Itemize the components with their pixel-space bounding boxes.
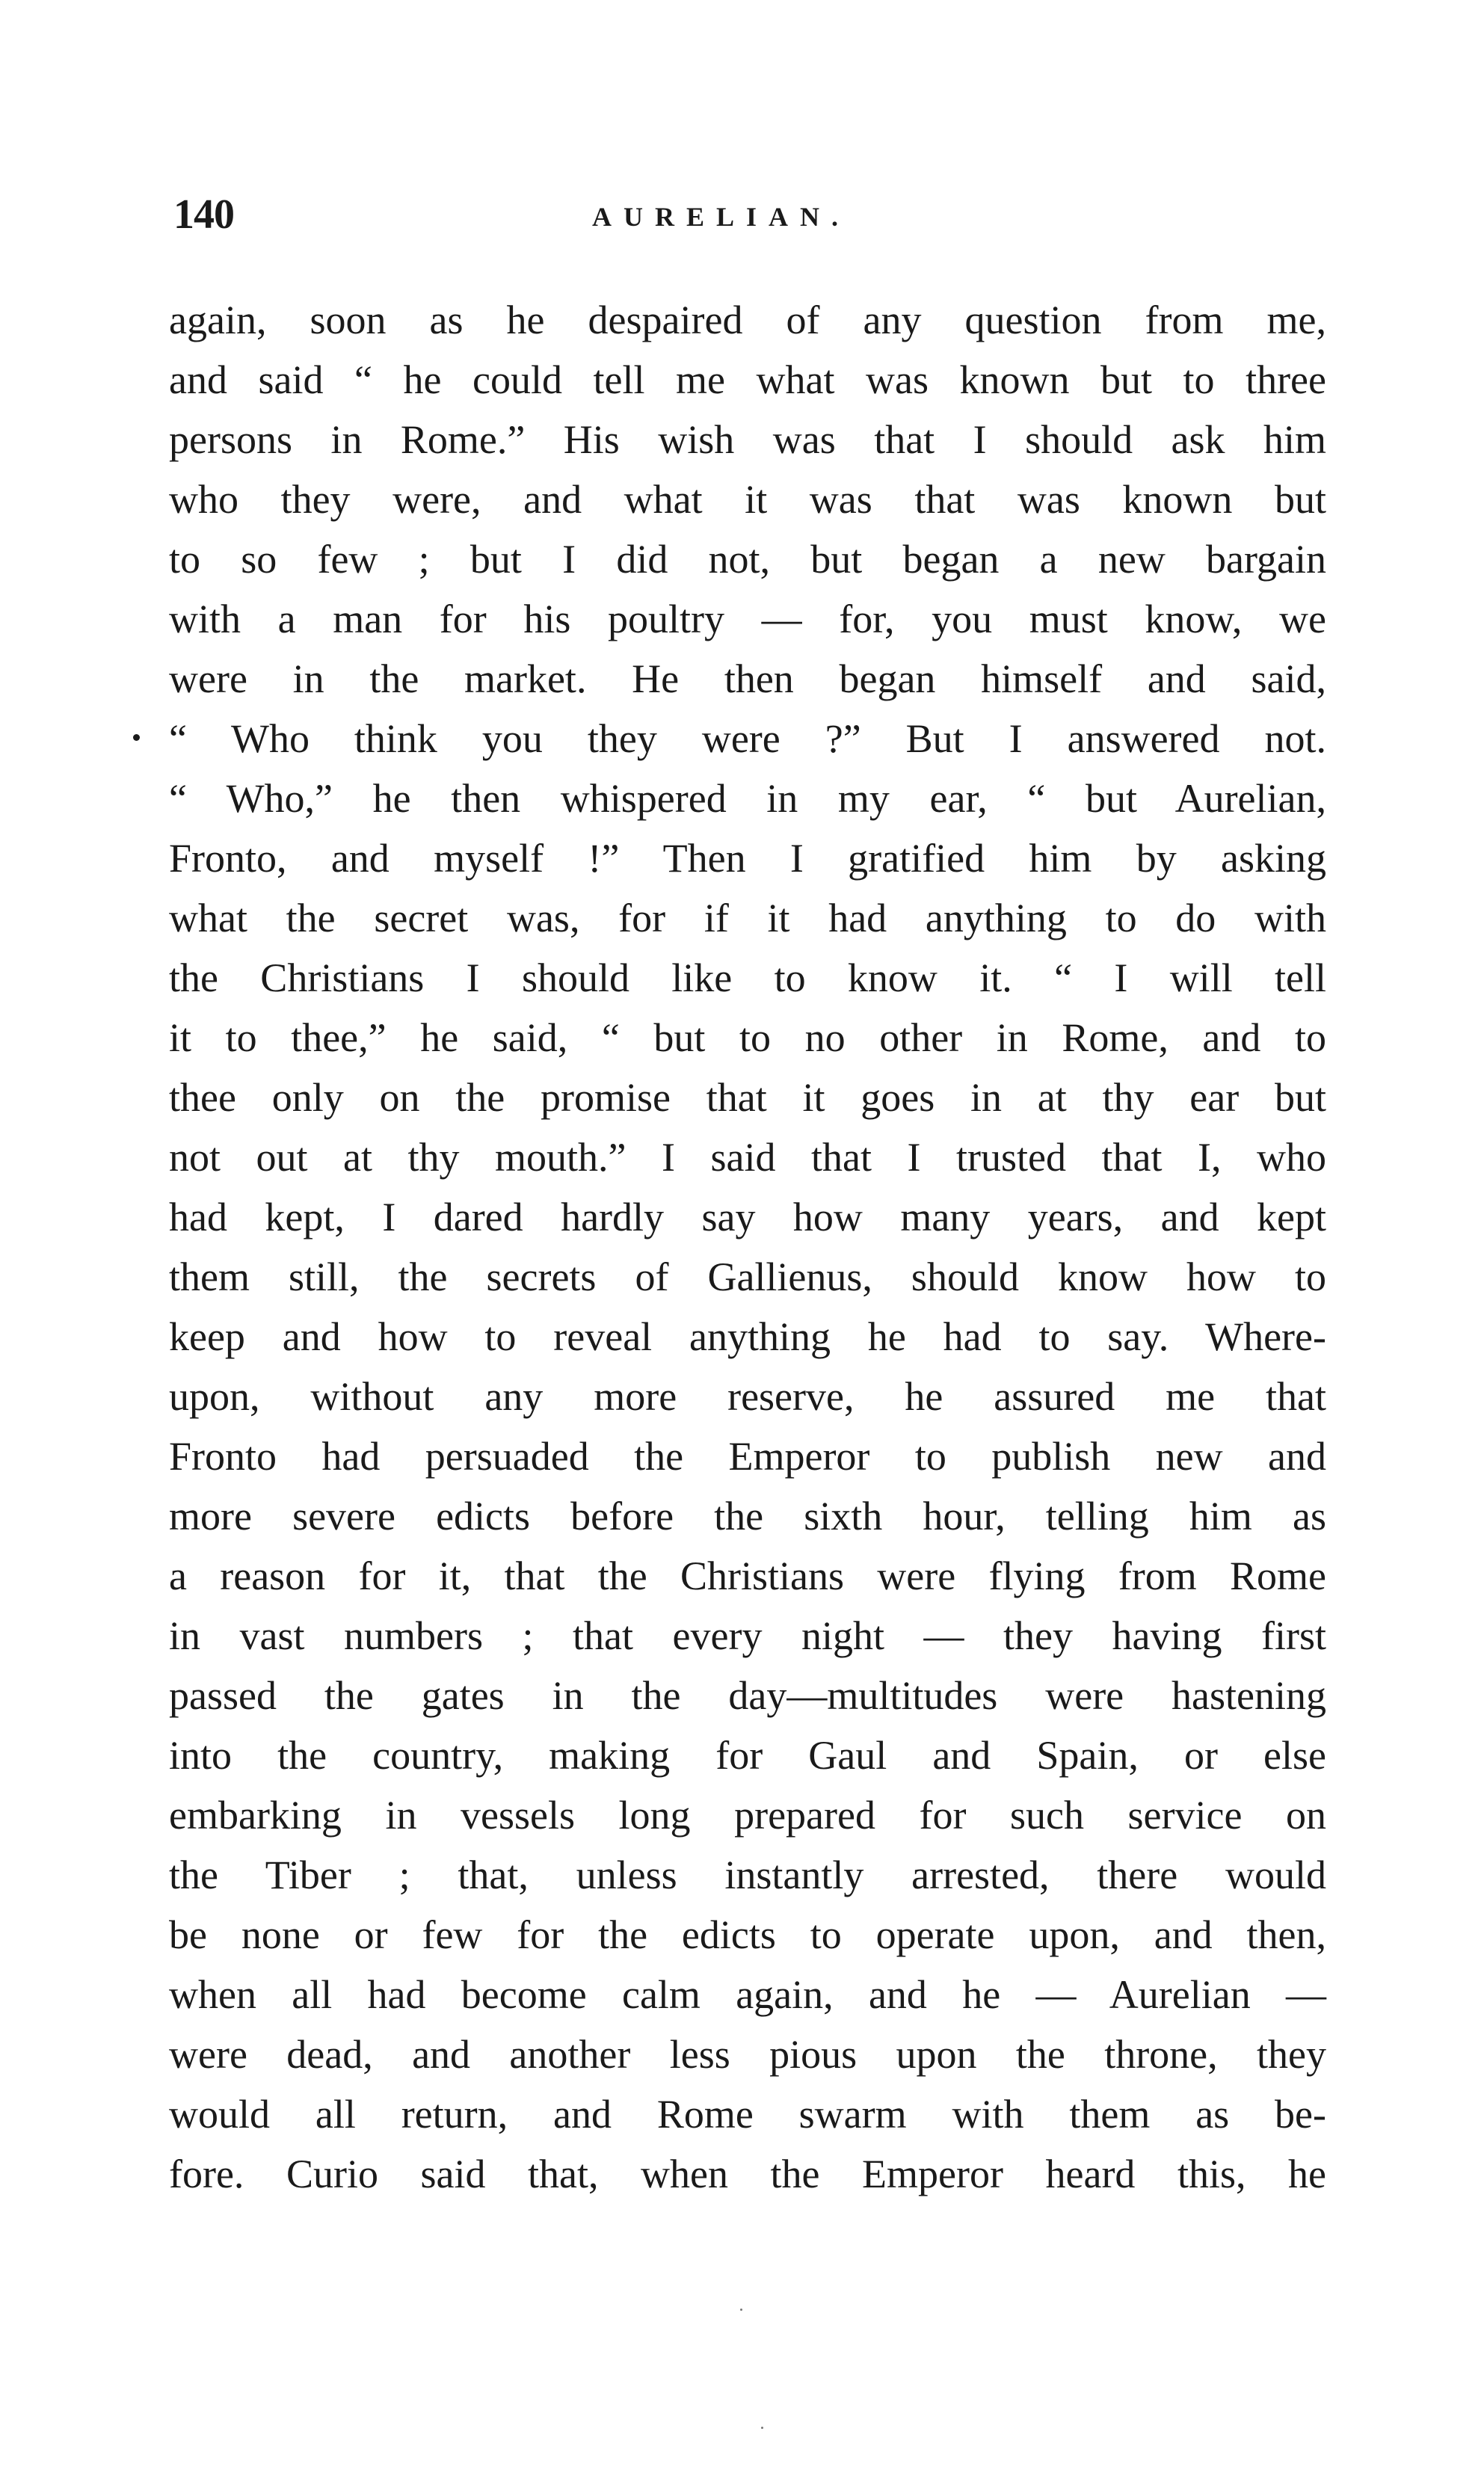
- paper-speck: [761, 2427, 763, 2429]
- text-line: with a man for his poultry — for, you must know, we: [169, 597, 1326, 641]
- text-line: in vast numbers ; that every night — they having first: [169, 1613, 1326, 1658]
- text-line: persons in Rome.” His wish was that I should ask him: [169, 417, 1326, 462]
- margin-mark: [133, 734, 140, 741]
- text-line: would all return, and Rome swarm with them as be-: [169, 2092, 1326, 2137]
- text-line: to so few ; but I did not, but began a new bargain: [169, 537, 1326, 582]
- text-line: Fronto had persuaded the Emperor to publish new and: [169, 1434, 1326, 1479]
- text-line: who they were, and what it was that was known but: [169, 477, 1326, 522]
- text-line: it to thee,” he said, “ but to no other in Rome, and to: [169, 1015, 1326, 1060]
- text-line: not out at thy mouth.” I said that I trusted that I, who: [169, 1135, 1326, 1180]
- running-head: [173, 191, 1325, 250]
- text-line: them still, the secrets of Gallienus, should know how to: [169, 1254, 1326, 1299]
- running-title: AURELIAN.: [592, 202, 851, 232]
- text-line: embarking in vessels long prepared for such service on: [169, 1793, 1326, 1838]
- page-number: 140: [173, 191, 234, 238]
- text-line: the Tiber ; that, unless instantly arrested, there would: [169, 1853, 1326, 1897]
- text-line: Fronto, and myself !” Then I gratified him by asking: [169, 836, 1326, 881]
- text-line: a reason for it, that the Christians were flying from Rome: [169, 1553, 1326, 1598]
- text-line: had kept, I dared hardly say how many years, and kept: [169, 1195, 1326, 1240]
- text-line: and said “ he could tell me what was known but to three: [169, 357, 1326, 402]
- text-line: the Christians I should like to know it. “ I will tell: [169, 955, 1326, 1000]
- text-line: more severe edicts before the sixth hour, telling him as: [169, 1494, 1326, 1539]
- body-text: [169, 290, 1326, 2204]
- text-line: were in the market. He then began himself and said,: [169, 656, 1326, 701]
- text-line: fore. Curio said that, when the Emperor heard this, he: [169, 2152, 1326, 2196]
- text-line: passed the gates in the day—multitudes were hastening: [169, 1673, 1326, 1718]
- text-line: “ Who,” he then whispered in my ear, “ but Aurelian,: [169, 776, 1326, 821]
- text-line: into the country, making for Gaul and Spain, or else: [169, 1733, 1326, 1778]
- text-line: were dead, and another less pious upon the throne, they: [169, 2032, 1326, 2077]
- text-line: keep and how to reveal anything he had to say. Where-: [169, 1314, 1326, 1359]
- text-line: “ Who think you they were ?” But I answered not.: [169, 716, 1326, 761]
- text-line: upon, without any more reserve, he assured me that: [169, 1374, 1326, 1419]
- text-line: be none or few for the edicts to operate upon, and then,: [169, 1912, 1326, 1957]
- text-line: when all had become calm again, and he — Aurelian —: [169, 1972, 1326, 2017]
- text-line: again, soon as he despaired of any question from me,: [169, 298, 1326, 342]
- paper-speck: [740, 2309, 742, 2311]
- text-line: what the secret was, for if it had anything to do with: [169, 896, 1326, 940]
- text-line: thee only on the promise that it goes in at thy ear but: [169, 1075, 1326, 1120]
